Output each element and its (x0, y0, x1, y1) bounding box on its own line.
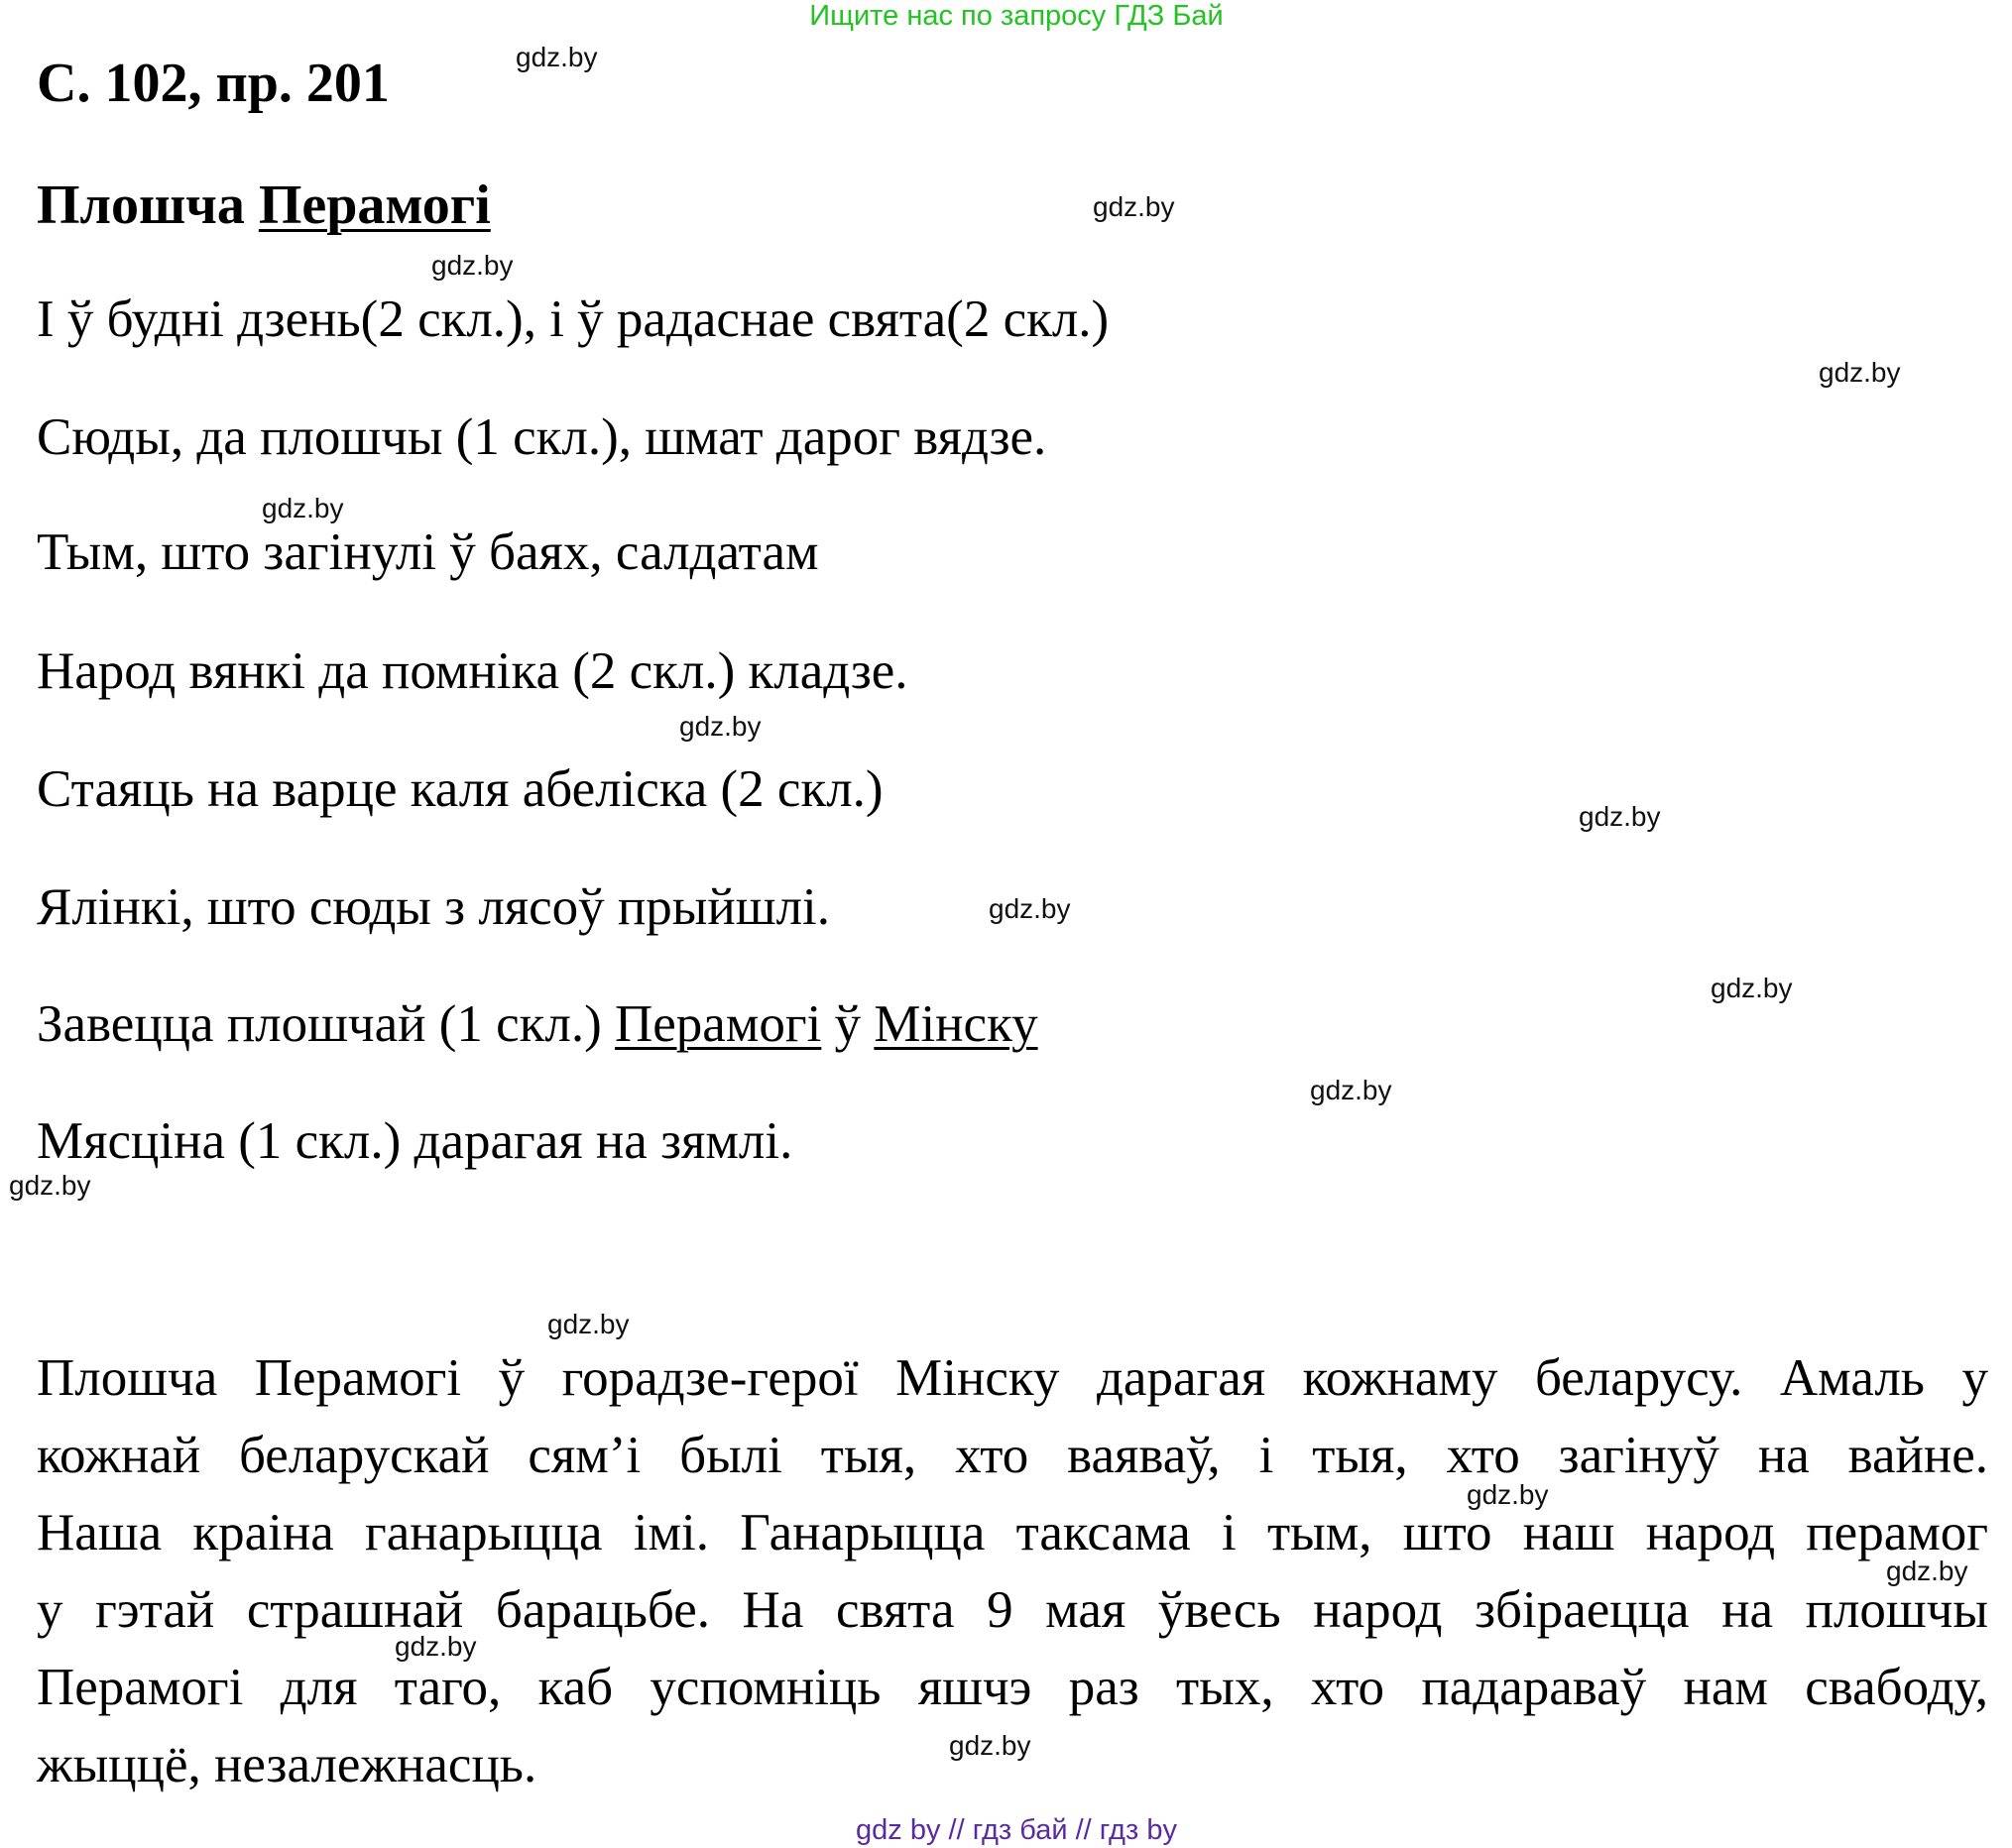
watermark: gdz.by (1711, 973, 1793, 1003)
underlined-word: Перамогі (615, 995, 822, 1053)
watermark: gdz.by (1579, 801, 1661, 832)
watermark: gdz.by (1886, 1556, 1968, 1586)
watermark: gdz.by (679, 711, 762, 742)
paragraph-line: Плошча Перамогі ў горадзе-герої Мінску дарагая кожнаму беларусу. Амаль у (37, 1349, 1988, 1407)
watermark: gdz.by (1467, 1479, 1549, 1510)
heading-plain: Плошча (37, 174, 259, 236)
poem-line: Стаяць на варце каля абеліска (2 скл.) (37, 760, 884, 818)
watermark: gdz.by (1819, 357, 1901, 388)
poem-line: Мясціна (1 скл.) дарагая на зямлі. (37, 1112, 793, 1170)
poem-heading (37, 173, 491, 237)
poem-text: ў (821, 995, 875, 1053)
poem-line (37, 994, 1038, 1054)
poem-text: Завецца плошчай (1 скл.) (37, 995, 615, 1053)
watermark: gdz.by (395, 1631, 477, 1662)
watermark: gdz.by (431, 250, 514, 281)
search-banner: Ищите нас по запросу ГДЗ Бай (809, 0, 1224, 32)
paragraph-line: кожнай беларускай сям’і былі тыя, хто ваяваў, і тыя, хто загінуў на вайне. (37, 1427, 1988, 1484)
watermark: gdz.by (516, 42, 598, 72)
watermark: gdz.by (949, 1730, 1031, 1761)
poem-line: Ялінкі, што сюды з лясоў прыйшлі. (37, 878, 830, 936)
footer-watermark: gdz by // гдз бай // гдз by (856, 1814, 1177, 1846)
watermark: gdz.by (262, 493, 344, 523)
heading-underlined: Перамогі (258, 174, 491, 236)
paragraph-line: Наша краіна ганарыцца імі. Ганарыцца таксама і тым, што наш народ перамог (37, 1504, 1988, 1561)
underlined-word: Мінску (874, 995, 1038, 1053)
watermark: gdz.by (1093, 191, 1175, 222)
paragraph-line: Перамогі для таго, каб успомніць яшчэ раз тых, хто падараваў нам свабоду, (37, 1659, 1988, 1716)
poem-line: Тым, што загінулі ў баях, салдатам (37, 523, 819, 581)
watermark: gdz.by (1310, 1075, 1392, 1105)
watermark: gdz.by (547, 1309, 630, 1339)
watermark: gdz.by (989, 893, 1071, 924)
poem-line: Народ вянкі да помніка (2 скл.) кладзе. (37, 642, 908, 700)
poem-line: І ў будні дзень(2 скл.), і ў радаснае свята(2 скл.) (37, 290, 1110, 348)
watermark: gdz.by (9, 1170, 91, 1201)
paragraph-line: жыццё, незалежнасць. (37, 1736, 537, 1793)
page-title: С. 102, пр. 201 (37, 53, 390, 114)
paragraph-line: у гэтай страшнай барацьбе. На свята 9 мая ўвесь народ збіраецца на плошчы (37, 1581, 1988, 1639)
poem-line: Сюды, да плошчы (1 скл.), шмат дарог вядзе. (37, 408, 1047, 466)
